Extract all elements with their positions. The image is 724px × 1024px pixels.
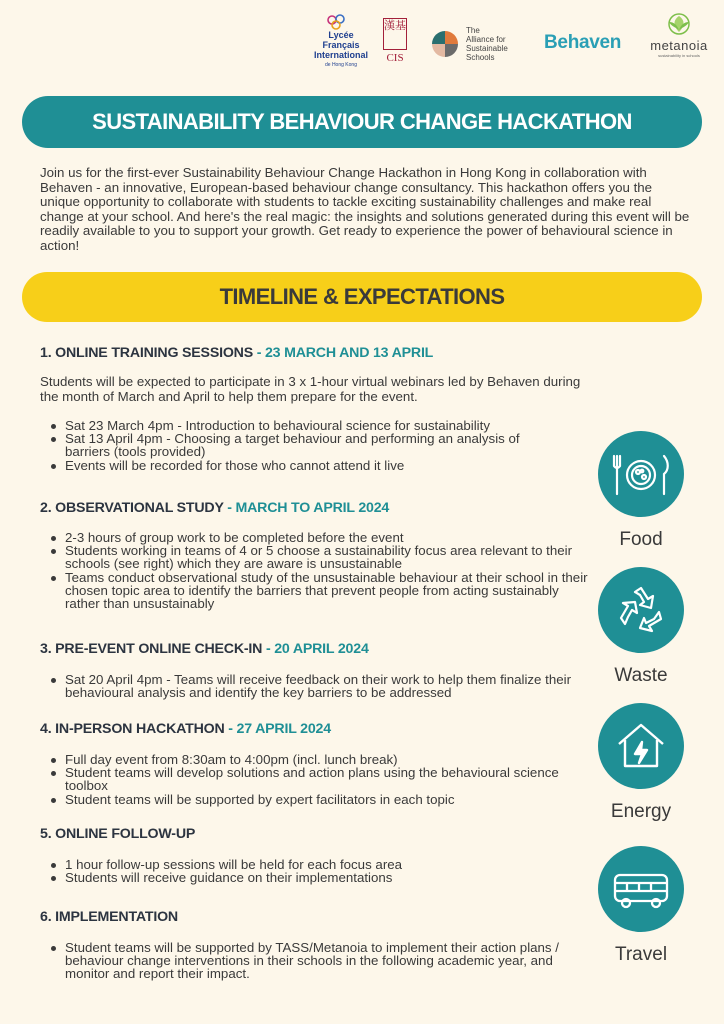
list-item: Sat 23 March 4pm - Introduction to behavioural science for sustainability [48, 419, 588, 432]
tass-line-1: The [466, 26, 480, 35]
tass-pinwheel-icon [430, 29, 460, 59]
list-item: Full day event from 8:30am to 4:00pm (incl. lunch break) [48, 753, 588, 766]
tass-line-2: Alliance for [466, 35, 506, 44]
list-item: 1 hour follow-up sessions will be held for each focus area [48, 858, 588, 871]
page-title: SUSTAINABILITY BEHAVIOUR CHANGE HACKATHON [22, 96, 702, 148]
section-4-title: 4. IN-PERSON HACKATHON [40, 721, 225, 737]
focus-travel [596, 846, 686, 966]
metanoia-leaf-icon [664, 12, 694, 36]
focus-label-food: Food [619, 529, 663, 550]
lfi-wordmark [306, 30, 376, 70]
focus-label-travel: Travel [614, 944, 668, 965]
section-3-heading [40, 641, 369, 657]
section-6-list [48, 941, 588, 981]
focus-waste [596, 567, 686, 687]
metanoia-wordmark: metanoia [650, 38, 708, 53]
list-item: Student teams will be supported by TASS/Metanoia to implement their action plans / behaviour change interventions in their schools in the following academic year, and monitor and report their impact. [48, 941, 588, 981]
section-1-title: 1. ONLINE TRAINING SESSIONS [40, 345, 253, 361]
recycle-icon [598, 567, 684, 653]
section-6-title: 6. IMPLEMENTATION [40, 909, 178, 925]
section-1-list [48, 419, 588, 472]
food-icon [598, 431, 684, 517]
focus-label-waste: Waste [614, 665, 668, 686]
focus-food [596, 431, 686, 551]
section-1-paragraph: Students will be expected to participate in 3 x 1-hour virtual webinars led by Behaven during the month of March and April to help them prepare for the event. [40, 374, 581, 404]
cis-wordmark: CIS [386, 52, 404, 64]
list-item: Sat 20 April 4pm - Teams will receive feedback on their work to help them finalize their behavioural analysis and identify the key barriers to be addressed [48, 673, 588, 699]
section-1-dates: - 23 MARCH AND 13 APRIL [252, 345, 434, 361]
cis-seal: 漢基 [383, 18, 407, 50]
metanoia-tagline: sustainability in schools [658, 53, 700, 58]
intro-paragraph: Join us for the first-ever Sustainability Behaviour Change Hackathon in Hong Kong in collaboration with Behaven - an innovative, European-based behaviour change consultancy. This hackathon offers you the unique opportunity to collaborate with students to tackle exciting sustainability challenges and make real change at your school. And here's the real magic: the insights and solutions generated during this event will be readily available to you to support your growth. Get ready to experience the power of behavioural science in action! [40, 165, 690, 253]
focus-energy [596, 703, 686, 823]
section-4-dates: - 27 APRIL 2024 [224, 721, 331, 737]
section-6-heading [40, 909, 178, 925]
list-item: Sat 13 April 4pm - Choosing a target behaviour and performing an analysis of barriers (tools provided) [48, 432, 553, 458]
lfi-line-1: Lycée [328, 30, 354, 40]
section-3-list [48, 673, 588, 699]
section-2-heading [40, 500, 389, 516]
section-5-title: 5. ONLINE FOLLOW-UP [40, 826, 196, 842]
lfi-line-2: Français [322, 40, 360, 50]
section-2-title: 2. OBSERVATIONAL STUDY [40, 500, 224, 516]
lfi-logo [306, 14, 370, 68]
section-2-list [48, 531, 588, 610]
bus-icon [598, 846, 684, 932]
section-4-list [48, 753, 588, 806]
section-2-dates: - MARCH TO APRIL 2024 [223, 500, 390, 516]
list-item: Students will receive guidance on their implementations [48, 871, 588, 884]
list-item: Teams conduct observational study of the unsustainable behaviour at their school in their chosen topic area to identify the barriers that prevent people from acting sustainably rather than unsustainably [48, 571, 588, 611]
partner-logos [300, 10, 720, 70]
tass-logo [430, 24, 540, 64]
list-item: Student teams will develop solutions and action plans using the behavioural science toolbox [48, 766, 588, 792]
list-item: Students working in teams of 4 or 5 choose a sustainability focus area relevant to their schools (see right) which they are aware is unsustainable [48, 544, 588, 570]
cis-logo [380, 18, 410, 68]
timeline-title: TIMELINE & EXPECTATIONS [22, 272, 702, 322]
list-item: 2-3 hours of group work to be completed before the event [48, 531, 588, 544]
lfi-line-3: International [313, 50, 368, 60]
section-3-dates: - 20 APRIL 2024 [262, 641, 369, 657]
section-5-list [48, 858, 588, 884]
tass-line-3: Sustainable [466, 44, 508, 53]
lfi-line-4: de Hong Kong [325, 62, 357, 68]
tass-line-4: Schools [466, 53, 495, 62]
section-3-title: 3. PRE-EVENT ONLINE CHECK-IN [40, 641, 263, 657]
focus-label-energy: Energy [610, 801, 672, 822]
section-5-heading [40, 826, 195, 842]
energy-house-icon [598, 703, 684, 789]
section-1-heading [40, 345, 433, 361]
tass-wordmark [466, 26, 508, 62]
list-item: Student teams will be supported by expert facilitators in each topic [48, 793, 588, 806]
section-4-heading [40, 721, 331, 737]
metanoia-logo [640, 12, 718, 68]
behaven-logo: Behaven [544, 32, 622, 53]
list-item: Events will be recorded for those who cannot attend it live [48, 459, 588, 472]
